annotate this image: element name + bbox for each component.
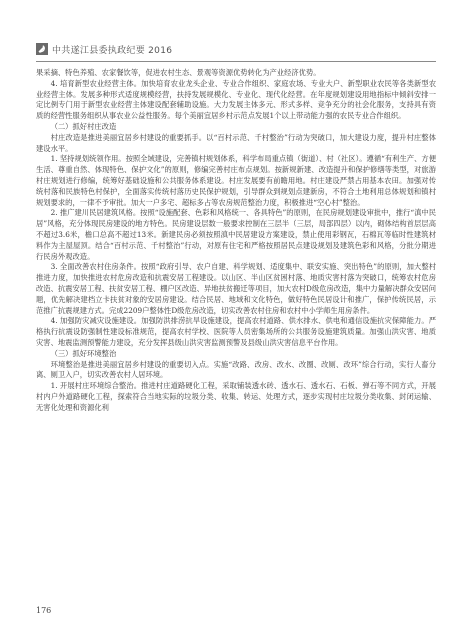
page-number: 176 <box>36 606 52 615</box>
paragraph-environment-remediation: 1. 开展村庄环境综合整治。推进村庄道路硬化工程，采取铺装透水砖、透水石、透水石、石板、弹石等不同方式，开展村内户外道路硬化工程，探索符合当地实际的垃圾分类、收集、转运、处理方式，逐步实现村庄垃圾分类收集、封闭运输、无害化处理和资源化利 <box>36 381 436 412</box>
paragraph-planning: 1. 坚持规划统领作用。按照全域建设，完善镇村规划体系，科学布局重点镇（街道）、村（社区）。遵循“有利生产、方便生活、尊重自然、体现特色、保护文化”的原则，修编完善村庄布点规划。按新规新建、改造提升和保护修缮等类型，对旅游村庄规划进行修编，统筹好基础设施和公共服务体系建设。村庄发展要有前瞻用地。村庄建设严禁占用基本农田。加强对传统村落和民族特色村保护，全面落实传统村落历史民保护规划，引导群众到规划点建新房，不符合土地利用总体规划和镇村规划要求的，一律不予审批。加大一户多宅、超标多占等农房规范整治力度，积极推进“空心村”整治。 <box>36 154 436 207</box>
party-emblem-icon <box>36 43 48 55</box>
paragraph-agri-subjects: 4. 培育新型农业经营主体。加快培育农业龙头企业、专业合作组织、家庭农场、专业大户、新型职业农民等各类新型农业经营主体。发展多种形式适度规模经营，扶持发展规模化、专业化、现代化经营。在年度规划建设用地指标中倾斜安排一定比例专门用于新型农业经营主体建设配套辅助设施。大力发展主体多元、形式多样、竞争充分的社会化服务，支持具有资质的经营性服务组织从事农业公益性服务。每个美丽宜居乡村示范点发展1个以上带动能力强的农民专业合作组织。 <box>36 78 436 121</box>
paragraph-village-intro: 村庄改造是推进美丽宜居乡村建设的重要抓手。以“百村示范、千村整治”行动为突破口，加大建设力度，提升村庄整体建设水平。 <box>36 132 436 153</box>
section-heading-environment: （三）抓好环境整治 <box>50 348 117 358</box>
header-divider <box>36 61 436 62</box>
paragraph-architecture-style: 2. 推广建川民居建筑风格。按照“设施配套、色彩和风格统一、各具特色”的原则，在民房规划建设审批中，推行“滇中民居”风格，充分体现民房建设的地方特色。民房建设层数一般要求控制在三层半（三层，局部四层）以内，砌体结构首层层高不超过3.6米，檐口总高不超过13米。新建民房必须按照滇中民居建设方案建设，禁止使用彩钢瓦，石棉瓦等临时性建筑材料作为主屋屋顶。结合“百村示范、千村整治”行动，对原有住宅和严格按照居民点建设规划及建筑色彩和风格，分批分期进行民房外观改造。 <box>36 208 436 261</box>
running-header <box>36 40 436 58</box>
paragraph-disaster-prevention: 4. 加强防灾减灾设施建设。加强防洪排涝抗旱设施建设，提高农村道路、供水排水、供电和通信设施抗灾保障能力。严格执行抗震设防强制性建设标准规范，提高农村学校、医院等人员密集场所的公共服务设施建筑质量。加强山洪灾害、地质灾害、地震监测预警能力建设，充分发挥县级山洪灾害监测预警及县级山洪灾害信息平台作用。 <box>36 316 436 347</box>
paragraph-housing-conditions: 3. 全面改善农村住房条件。按照“政府引导、农户自建、科学规划、适度集中、联安实施、突出特色”的原则，加大整村推进力度，加快推进农村危房改造和抗震安居工程建设。以山区、半山区贫困村落、地质灾害村落为突破口，统筹农村危房改造、抗震安居工程、扶贫安居工程、棚户区改造、异地扶贫搬迁等项目，加大农村D级危房改造，集中力量解决群众安居问题，优先解决建档立卡扶贫对象的安居房建设。结合民居、地域和文化特色，做好特色民居设计和推广，保护传统民居，示范推广抗震规建方式。完成2209户整体性D级危房改造，切实改善农村住房和农村中小学师生用房条件。 <box>36 262 436 315</box>
header-title: 中共遂江县委执政纪要 2016 <box>52 45 173 56</box>
section-heading-village-renovation: （二）抓好村庄改造 <box>50 121 117 131</box>
paragraph-environment-intro: 环境整治是推进美丽宜居乡村建设的重要切入点。实施“改路、改房、改水、改圈、改厕、改环”综合行动，实行人畜分离、厕卫入户，切实改善农村人居环境。 <box>36 359 436 380</box>
paragraph-continuation: 果采摘、特色养殖、农家餐饮等，促进农村生态、景观等资源优势转化为产业经济优势。 <box>36 68 321 77</box>
document-body <box>36 68 436 414</box>
